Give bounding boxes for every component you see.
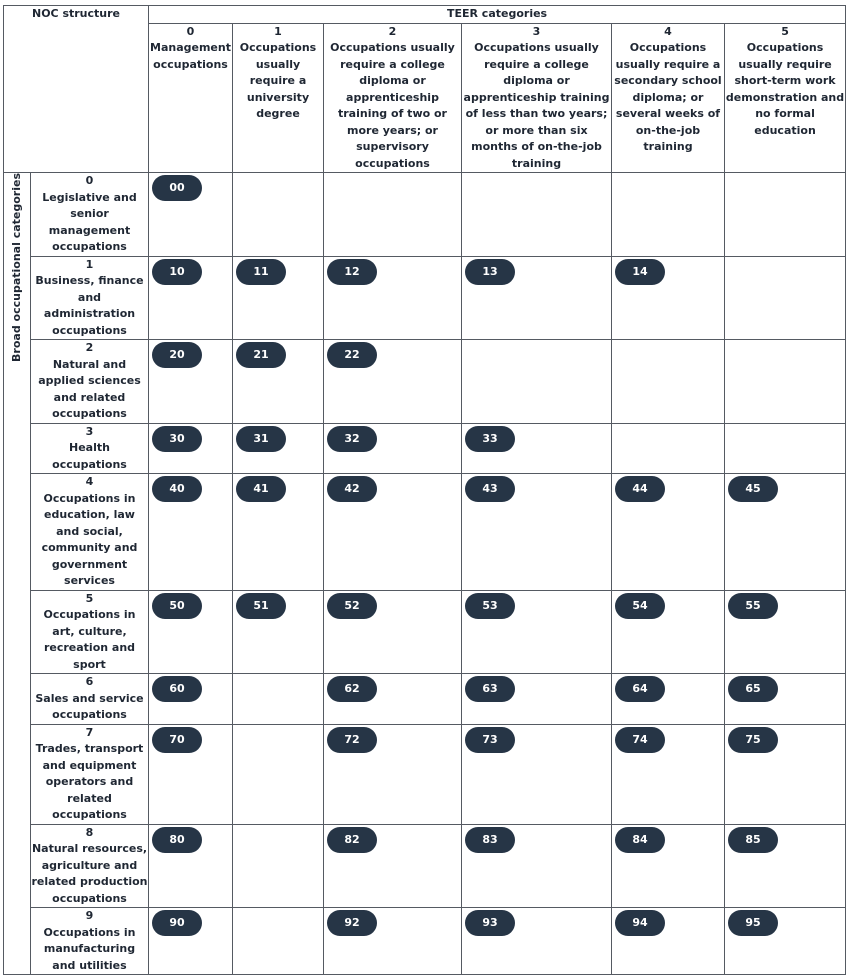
category-number: 2 — [85, 341, 94, 354]
teer-cell — [612, 908, 725, 975]
teer-cell — [233, 824, 324, 908]
category-name: Occupations in art, culture, recreation and sport — [43, 608, 136, 671]
teer-number: 2 — [388, 24, 397, 38]
noc-code-pill-62[interactable]: 62 — [327, 676, 377, 702]
teer-cell — [149, 423, 233, 474]
broad-category-cell — [31, 340, 149, 424]
teer-column-4 — [612, 23, 725, 173]
teer-cell — [149, 256, 233, 340]
broad-category-cell — [31, 590, 149, 674]
teer-cell — [612, 724, 725, 824]
teer-categories-header: TEER categories — [149, 6, 846, 24]
noc-code-pill-54[interactable]: 54 — [615, 593, 665, 619]
teer-description: Occupations usually require short-term work demonstration and no formal education — [725, 41, 845, 137]
teer-column-1 — [233, 23, 324, 173]
category-name: Business, finance and administration occupations — [35, 274, 144, 337]
teer-cell — [149, 340, 233, 424]
noc-code-pill-33[interactable]: 33 — [465, 426, 515, 452]
teer-cell — [725, 474, 846, 591]
category-number: 6 — [85, 675, 94, 688]
noc-code-pill-52[interactable]: 52 — [327, 593, 377, 619]
teer-cell — [725, 724, 846, 824]
noc-code-pill-84[interactable]: 84 — [615, 827, 665, 853]
noc-code-pill-22[interactable]: 22 — [327, 342, 377, 368]
category-number: 1 — [85, 257, 94, 271]
noc-code-pill-13[interactable]: 13 — [465, 259, 515, 285]
teer-cell — [149, 474, 233, 591]
category-number: 3 — [85, 424, 94, 438]
noc-code-pill-00[interactable]: 00 — [152, 175, 202, 201]
teer-cell — [725, 674, 846, 725]
noc-code-pill-20[interactable]: 20 — [152, 342, 202, 368]
teer-cell — [149, 824, 233, 908]
teer-description: Occupations usually require a college diploma or apprenticeship training of less than two years; or more than six months of on-the-job training — [463, 41, 610, 170]
category-name: Trades, transport and equipment operators and related occupations — [35, 742, 144, 821]
broad-category-cell — [31, 908, 149, 975]
noc-code-pill-45[interactable]: 45 — [728, 476, 778, 502]
noc-code-pill-14[interactable]: 14 — [615, 259, 665, 285]
teer-cell — [612, 340, 725, 424]
category-number: 8 — [85, 825, 94, 839]
teer-cell — [233, 340, 324, 424]
table-row — [4, 256, 846, 340]
noc-code-pill-43[interactable]: 43 — [465, 476, 515, 502]
teer-cell — [612, 674, 725, 725]
broad-category-cell — [31, 674, 149, 725]
broad-category-cell — [31, 474, 149, 591]
teer-number: 1 — [274, 24, 282, 38]
noc-code-pill-70[interactable]: 70 — [152, 727, 202, 753]
table-row — [4, 908, 846, 975]
table-body — [4, 173, 846, 975]
broad-category-cell — [31, 724, 149, 824]
teer-cell — [324, 590, 462, 674]
table-row — [4, 674, 846, 725]
teer-description: Occupations usually require a university degree — [239, 41, 317, 120]
teer-cell — [462, 423, 612, 474]
noc-code-pill-93[interactable]: 93 — [465, 910, 515, 936]
noc-code-pill-75[interactable]: 75 — [728, 727, 778, 753]
teer-number: 4 — [664, 24, 672, 38]
noc-code-pill-55[interactable]: 55 — [728, 593, 778, 619]
teer-number: 0 — [186, 24, 195, 38]
noc-code-pill-51[interactable]: 51 — [236, 593, 286, 619]
teer-cell — [324, 908, 462, 975]
noc-code-pill-11[interactable]: 11 — [236, 259, 286, 285]
noc-code-pill-30[interactable]: 30 — [152, 426, 202, 452]
teer-column-2 — [324, 23, 462, 173]
teer-cell — [324, 824, 462, 908]
category-number: 4 — [85, 475, 94, 488]
noc-code-pill-12[interactable]: 12 — [327, 259, 377, 285]
noc-code-pill-94[interactable]: 94 — [615, 910, 665, 936]
noc-code-pill-64[interactable]: 64 — [615, 676, 665, 702]
broad-category-cell — [31, 824, 149, 908]
side-label-text: Broad occupational categories — [9, 173, 23, 362]
table-row — [4, 340, 846, 424]
teer-cell — [149, 908, 233, 975]
teer-cell — [149, 674, 233, 725]
teer-cell — [612, 256, 725, 340]
noc-code-pill-60[interactable]: 60 — [152, 676, 202, 702]
broad-categories-side-label — [4, 173, 31, 975]
teer-cell — [462, 340, 612, 424]
teer-cell — [149, 724, 233, 824]
teer-cell — [725, 590, 846, 674]
table-row — [4, 824, 846, 908]
teer-cell — [725, 423, 846, 474]
noc-code-pill-44[interactable]: 44 — [615, 476, 665, 502]
teer-cell — [462, 256, 612, 340]
teer-cell — [462, 474, 612, 591]
teer-column-0 — [149, 23, 233, 173]
noc-code-pill-82[interactable]: 82 — [327, 827, 377, 853]
noc-teer-table — [3, 5, 846, 975]
noc-code-pill-95[interactable]: 95 — [728, 910, 778, 936]
category-name: Natural resources, agriculture and related production occupations — [31, 842, 148, 905]
teer-cell — [462, 824, 612, 908]
teer-cell — [233, 256, 324, 340]
category-name: Health occupations — [52, 441, 127, 471]
broad-category-cell — [31, 256, 149, 340]
category-number: 0 — [85, 174, 94, 187]
teer-column-5 — [725, 23, 846, 173]
teer-cell — [612, 423, 725, 474]
teer-cell — [233, 474, 324, 591]
noc-structure-header: NOC structure — [4, 6, 149, 173]
category-name: Natural and applied sciences and related occupations — [38, 357, 141, 420]
teer-cell — [725, 908, 846, 975]
table-row — [4, 474, 846, 591]
teer-column-3 — [462, 23, 612, 173]
broad-category-cell — [31, 423, 149, 474]
teer-cell — [149, 173, 233, 257]
teer-description: Occupations usually require a college diploma or apprenticeship training of two or more years; or supervisory occupations — [330, 41, 455, 170]
noc-code-pill-74[interactable]: 74 — [615, 727, 665, 753]
noc-code-pill-85[interactable]: 85 — [728, 827, 778, 853]
noc-code-pill-63[interactable]: 63 — [465, 676, 515, 702]
teer-cell — [612, 173, 725, 257]
teer-cell — [324, 674, 462, 725]
teer-cell — [612, 824, 725, 908]
table-row — [4, 423, 846, 474]
teer-cell — [233, 724, 324, 824]
noc-code-pill-83[interactable]: 83 — [465, 827, 515, 853]
teer-cell — [233, 908, 324, 975]
noc-code-pill-92[interactable]: 92 — [327, 910, 377, 936]
teer-cell — [612, 474, 725, 591]
teer-cell — [725, 173, 846, 257]
teer-cell — [462, 674, 612, 725]
category-name: Legislative and senior management occupations — [42, 190, 137, 253]
noc-code-pill-42[interactable]: 42 — [327, 476, 377, 502]
teer-cell — [324, 724, 462, 824]
category-name: Occupations in education, law and social, community and government services — [41, 491, 138, 587]
category-name: Occupations in manufacturing and utilities — [43, 925, 136, 972]
noc-code-pill-31[interactable]: 31 — [236, 426, 286, 452]
teer-cell — [324, 173, 462, 257]
teer-cell — [324, 474, 462, 591]
category-name: Sales and service occupations — [35, 691, 144, 721]
noc-code-pill-50[interactable]: 50 — [152, 593, 202, 619]
table-row — [4, 173, 846, 257]
teer-cell — [725, 256, 846, 340]
noc-code-pill-40[interactable]: 40 — [152, 476, 202, 502]
noc-code-pill-72[interactable]: 72 — [327, 727, 377, 753]
teer-cell — [462, 908, 612, 975]
noc-code-pill-21[interactable]: 21 — [236, 342, 286, 368]
teer-cell — [462, 173, 612, 257]
teer-cell — [149, 590, 233, 674]
teer-cell — [612, 590, 725, 674]
teer-cell — [324, 340, 462, 424]
teer-description: Management occupations — [150, 41, 231, 71]
noc-code-pill-53[interactable]: 53 — [465, 593, 515, 619]
teer-cell — [233, 423, 324, 474]
broad-category-cell — [31, 173, 149, 257]
teer-cell — [324, 256, 462, 340]
teer-cell — [462, 590, 612, 674]
noc-code-pill-65[interactable]: 65 — [728, 676, 778, 702]
noc-code-pill-73[interactable]: 73 — [465, 727, 515, 753]
noc-code-pill-32[interactable]: 32 — [327, 426, 377, 452]
teer-cell — [233, 590, 324, 674]
teer-cell — [233, 674, 324, 725]
teer-cell — [725, 824, 846, 908]
teer-cell — [233, 173, 324, 257]
teer-number: 5 — [781, 24, 789, 38]
noc-code-pill-90[interactable]: 90 — [152, 910, 202, 936]
category-number: 5 — [85, 591, 94, 605]
table-row — [4, 590, 846, 674]
noc-code-pill-41[interactable]: 41 — [236, 476, 286, 502]
table-row — [4, 724, 846, 824]
teer-number: 3 — [532, 24, 541, 38]
category-number: 7 — [85, 725, 94, 739]
teer-cell — [324, 423, 462, 474]
teer-cell — [462, 724, 612, 824]
teer-cell — [725, 340, 846, 424]
category-number: 9 — [85, 909, 94, 922]
teer-description: Occupations usually require a secondary school diploma; or several weeks of on-the-job training — [614, 41, 722, 153]
noc-code-pill-10[interactable]: 10 — [152, 259, 202, 285]
noc-code-pill-80[interactable]: 80 — [152, 827, 202, 853]
